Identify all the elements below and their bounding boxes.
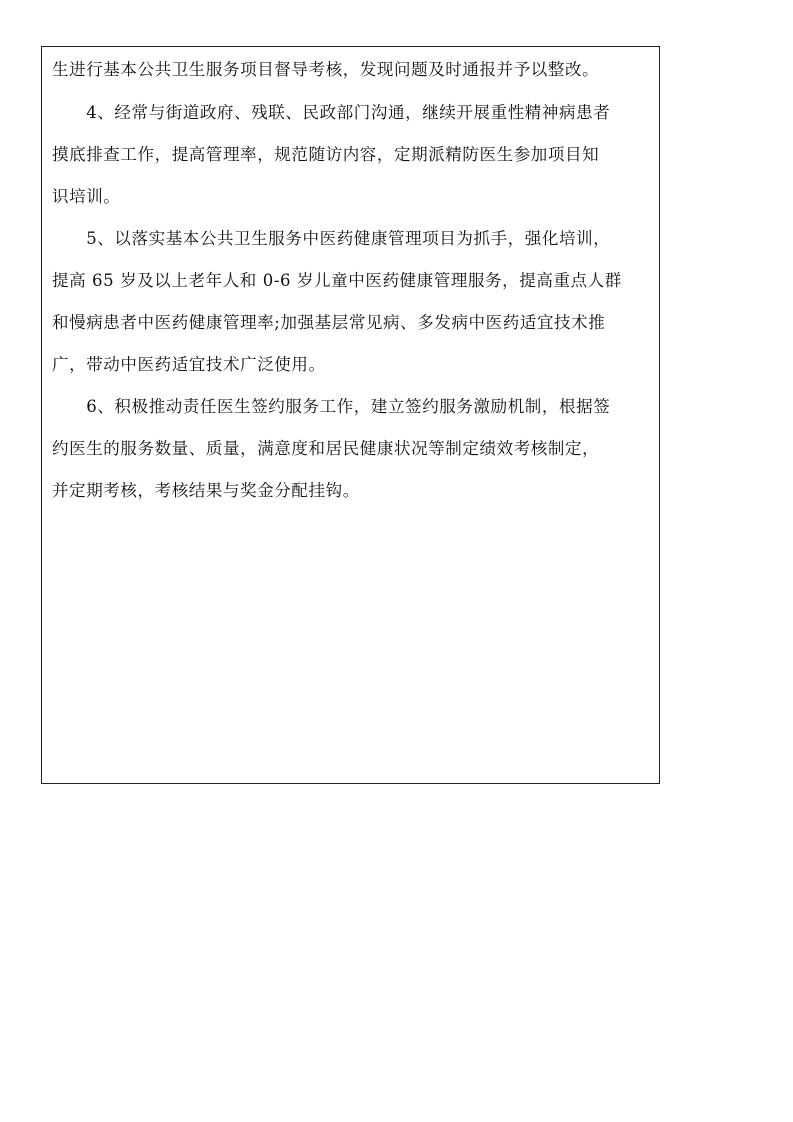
text-line: 4、经常与街道政府、残联、民政部门沟通，继续开展重性精神病患者 xyxy=(52,103,611,122)
text-line: 6、积极推动责任医生签约服务工作，建立签约服务激励机制，根据签 xyxy=(52,397,611,416)
text-line: 生进行基本公共卫生服务项目督导考核，发现问题及时通报并予以整改。 xyxy=(52,60,600,79)
text-line: 广，带动中医药适宜技术广泛使用。 xyxy=(52,355,326,374)
text-line: 提高 65 岁及以上老年人和 0-6 岁儿童中医药健康管理服务，提高重点人群 xyxy=(52,271,622,290)
text-line: 识培训。 xyxy=(52,187,121,206)
text-line: 摸底排查工作，提高管理率，规范随访内容，定期派精防医生参加项目知 xyxy=(52,145,600,164)
text-line: 5、以落实基本公共卫生服务中医药健康管理项目为抓手，强化培训， xyxy=(52,229,611,248)
text-line: 约医生的服务数量、质量，满意度和居民健康状况等制定绩效考核制定， xyxy=(52,439,600,458)
text-line: 和慢病患者中医药健康管理率;加强基层常见病、多发病中医药适宜技术推 xyxy=(52,313,606,332)
text-line: 并定期考核，考核结果与奖金分配挂钩。 xyxy=(52,481,360,500)
